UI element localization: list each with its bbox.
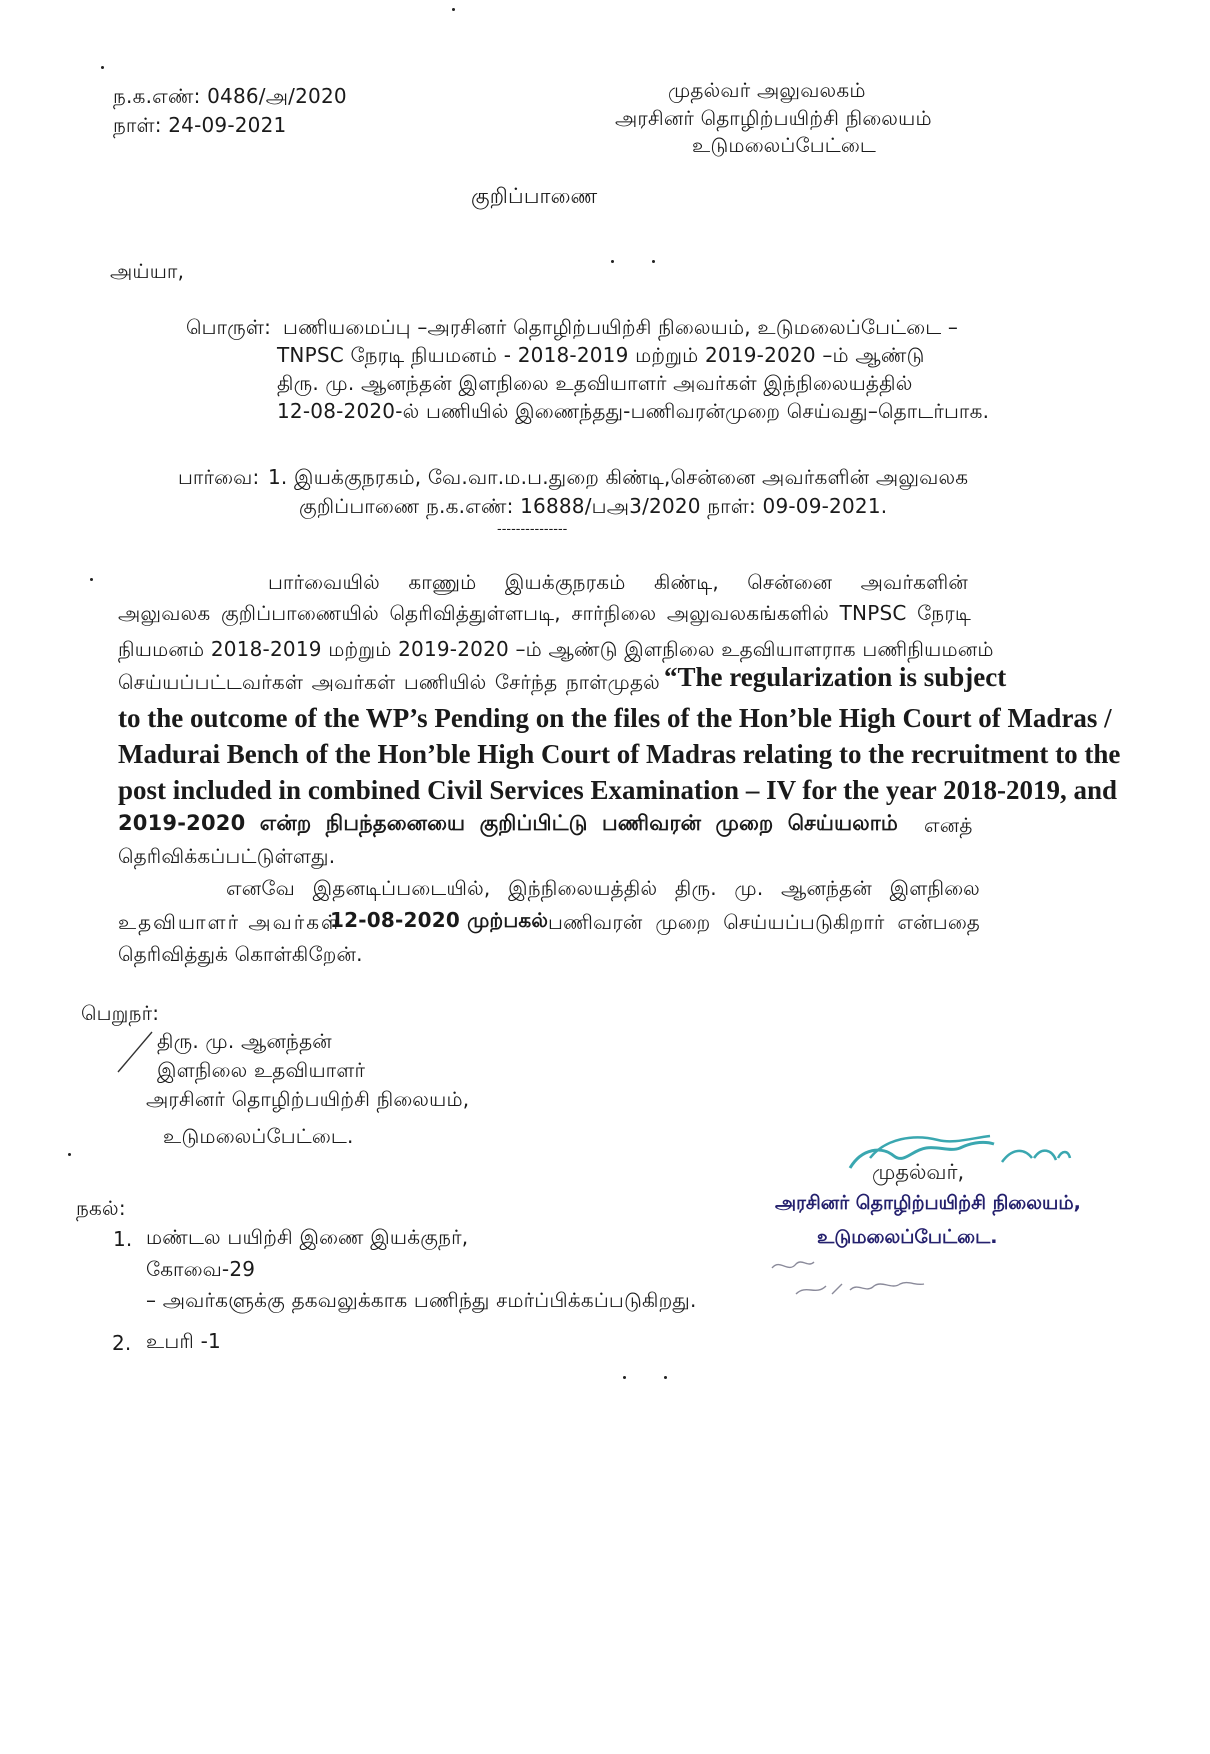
- copy-item-number: 1.: [113, 1227, 133, 1251]
- body-line: எனவே இதனடிப்படையில், இந்நிலையத்தில் திரு. மு. ஆனந்தன் இளநிலை: [226, 876, 980, 900]
- office-stamp-line: உடுமலைப்பேட்டை.: [817, 1226, 998, 1248]
- body-line: அலுவலக குறிப்பாணையில் தெரிவித்துள்ளபடி, சார்நிலை அலுவலகங்களில் TNPSC நேரடி: [118, 601, 971, 625]
- body-line-english: to the outcome of the WP’s Pending on the files of the Hon’ble High Court of Madras /: [118, 703, 1112, 733]
- recipient-label: பெறுநர்:: [81, 1001, 160, 1025]
- scan-speck: [611, 260, 614, 263]
- office-institute: அரசினர் தொழிற்பயிற்சி நிலையம்: [615, 106, 932, 130]
- reference-line: குறிப்பாணை ந.க.எண்: 16888/பஅ3/2020 நாள்: 09-09-2021.: [299, 494, 888, 518]
- subject-label: பொருள்:: [186, 315, 272, 339]
- copy-item-text: மண்டல பயிற்சி இணை இயக்குநர்,: [146, 1225, 469, 1249]
- copy-label: நகல்:: [76, 1196, 126, 1220]
- office-stamp-line: அரசினர் தொழிற்பயிற்சி நிலையம்,: [775, 1192, 1081, 1214]
- scan-speck: [68, 1153, 71, 1156]
- reference-separator: ---------------: [497, 522, 568, 537]
- body-line-tail: எனத்: [924, 813, 973, 837]
- reference-line: 1. இயக்குநரகம், வே.வா.ம.ப.துறை கிண்டி,சென்னை அவர்களின் அலுவலக: [268, 465, 969, 489]
- office-place: உடுமலைப்பேட்டை: [692, 133, 876, 157]
- recipient-designation: இளநிலை உதவியாளர்: [157, 1058, 366, 1082]
- body-line-bold: 12-08-2020 முற்பகல்: [330, 908, 549, 932]
- subject-line: பணியமைப்பு –அரசினர் தொழிற்பயிற்சி நிலையம், உடுமலைப்பேட்டை –: [283, 315, 959, 339]
- recipient-institute: அரசினர் தொழிற்பயிற்சி நிலையம்,: [146, 1087, 470, 1111]
- body-line-english: post included in combined Civil Services Examination – IV for the year 2018-2019, and: [118, 775, 1118, 805]
- body-line: பார்வையில் காணும் இயக்குநரகம் கிண்டி, சென்னை அவர்களின்: [268, 570, 968, 594]
- body-line: பணிவரன் முறை செய்யப்படுகிறார் என்பதை: [548, 910, 980, 934]
- office-name: முதல்வர் அலுவலகம்: [668, 78, 866, 102]
- copy-item-text: – அவர்களுக்கு தகவலுக்காக பணிந்து சமர்ப்பிக்கப்படுகிறது.: [146, 1288, 697, 1312]
- scan-speck: [101, 66, 104, 69]
- memo-date: நாள்: 24-09-2021: [113, 113, 287, 137]
- scan-speck: [90, 578, 93, 581]
- reference-label: பார்வை:: [178, 465, 260, 489]
- reference-number: ந.க.எண்: 0486/அ/2020: [113, 84, 347, 108]
- recipient-place: உடுமலைப்பேட்டை.: [163, 1124, 354, 1148]
- body-line-bold: 2019-2020 என்ற நிபந்தனையை குறிப்பிட்டு பணிவரன் முறை செய்யலாம்: [118, 811, 898, 835]
- body-line: தெரிவித்துக் கொள்கிறேன்.: [118, 942, 363, 966]
- copy-item-number: 2.: [112, 1331, 132, 1355]
- body-line-english: “The regularization is subject: [664, 662, 1007, 692]
- body-line: தெரிவிக்கப்பட்டுள்ளது.: [118, 844, 336, 868]
- subject-line: TNPSC நேரடி நியமனம் - 2018-2019 மற்றும் 2019-2020 –ம் ஆண்டு: [277, 343, 925, 367]
- copy-item-text: உபரி -1: [146, 1329, 221, 1353]
- subject-line: 12-08-2020-ல் பணியில் இணைந்தது-பணிவரன்முறை செய்வது–தொடர்பாக.: [277, 399, 990, 423]
- recipient-name: திரு. மு. ஆனந்தன்: [157, 1029, 332, 1053]
- salutation: அய்யா,: [110, 259, 185, 283]
- scan-speck: [452, 8, 455, 11]
- subject-line: திரு. மு. ஆனந்தன் இளநிலை உதவியாளர் அவர்கள் இந்நிலையத்தில்: [277, 371, 913, 395]
- body-line: செய்யப்பட்டவர்கள் அவர்கள் பணியில் சேர்ந்த நாள்முதல்: [118, 670, 660, 694]
- body-line: நியமனம் 2018-2019 மற்றும் 2019-2020 –ம் ஆண்டு இளநிலை உதவியாளராக பணிநியமனம்: [118, 637, 994, 661]
- body-line-english: Madurai Bench of the Hon’ble High Court of Madras relating to the recruitment to the: [118, 739, 1121, 769]
- scan-speck: [664, 1376, 667, 1379]
- tick-mark-icon: [114, 1028, 154, 1078]
- initials-scribble-icon: [766, 1254, 936, 1304]
- scan-speck: [623, 1376, 626, 1379]
- memo-title: குறிப்பாணை: [471, 184, 598, 208]
- scan-speck: [652, 260, 655, 263]
- copy-item-text: கோவை-29: [146, 1257, 256, 1281]
- signatory-title: முதல்வர்,: [872, 1160, 965, 1184]
- body-line: உதவியாளர் அவர்கள்: [118, 910, 342, 934]
